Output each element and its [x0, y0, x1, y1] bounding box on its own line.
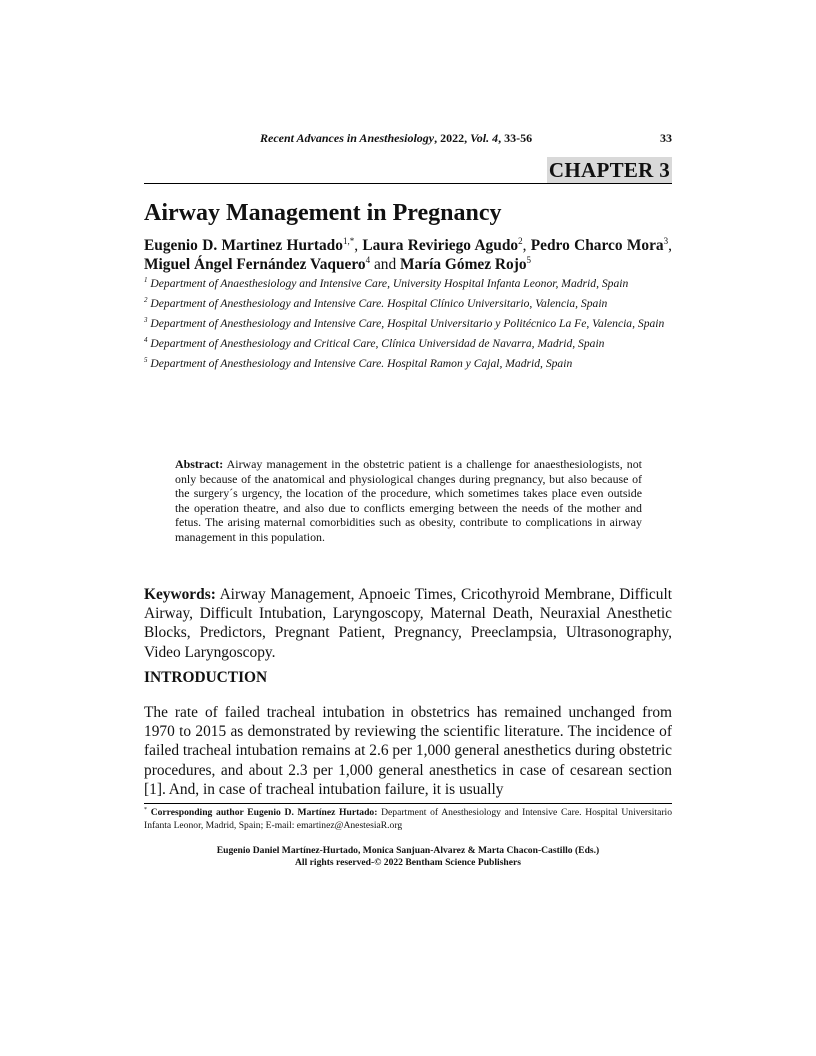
- keywords: [144, 585, 672, 662]
- introduction-paragraph: The rate of failed tracheal intubation in obstetrics has remained unchanged from 1970 to 2015 as demonstrated by reviewing the scientific literature. The incidence of failed tracheal intubation remains at 2.6 per 1,000 general anesthetics during obstetric procedures, and about 2.3 per 1,000 general anesthetics in case of cesarean section [1]. And, in case of tracheal intubation failure, it is usually: [144, 704, 672, 798]
- affiliation-text: Department of Anaesthesiology and Intensive Care, University Hospital Infanta Leonor, Madrid, Spain: [150, 277, 629, 290]
- rights-line: All rights reserved-© 2022 Bentham Science Publishers: [294, 857, 522, 869]
- footnote-text: Department of Anesthesiology and Intensive Care. Hospital Universitario Infanta Leonor, Madrid, Spain; E-mail: emartinez@AnestesiaR.org: [144, 807, 673, 831]
- author-list: [144, 236, 672, 274]
- affiliation-text: Department of Anesthesiology and Intensive Care, Hospital Universitario y Politécnico La Fe, Valencia, Spain: [150, 316, 665, 330]
- affiliation: [144, 317, 672, 332]
- footnote-rule: [144, 803, 672, 804]
- affiliation: [144, 357, 672, 372]
- affiliation-number: 4: [144, 335, 148, 344]
- author-sup: 2: [518, 235, 523, 246]
- abstract-text: Airway management in the obstetric patient is a challenge for anaesthesiologists, not only because of the anatomical and physiological changes during pregnancy, but also because of the surgery´s urgency, the location of the procedure, which sometimes takes place even outside the operation theatre, and also due to conflicts emerging between the needs of the mother and fetus. The arising maternal comorbidities such as obesity, contribute to complications in airway management in this population.: [175, 457, 642, 544]
- journal-pages: , 33-56: [498, 131, 533, 145]
- header-rule: [144, 183, 672, 184]
- journal-citation: [260, 131, 532, 146]
- keywords-label: Keywords:: [144, 586, 216, 603]
- keywords-text: Airway Management, Apnoeic Times, Cricothyroid Membrane, Difficult Airway, Difficult Intubation, Laryngoscopy, Maternal Death, Neuraxial Anesthetic Blocks, Predictors, Pregnant Patient, Pregnancy, Preeclampsia, Ultrasonography, Video Laryngoscopy.: [144, 586, 673, 661]
- author-name: Pedro Charco Mora: [530, 237, 664, 254]
- page-number: 33: [660, 131, 672, 145]
- running-head: [144, 131, 672, 149]
- affiliation: [144, 297, 672, 312]
- footnote-corresponding-author: [144, 807, 672, 832]
- abstract: [175, 457, 642, 545]
- page-title: Airway Management in Pregnancy: [144, 200, 502, 226]
- journal-volume: Vol. 4: [470, 131, 499, 145]
- journal-name: Recent Advances in Anesthesiology: [260, 131, 435, 145]
- author-separator: and: [370, 256, 401, 273]
- chapter-label: CHAPTER 3: [548, 158, 670, 182]
- affiliation-number: 1: [144, 276, 148, 285]
- section-heading-introduction: INTRODUCTION: [144, 669, 268, 686]
- affiliation-text: Department of Anesthesiology and Intensive Care. Hospital Clínico Universitario, Valencia, Spain: [150, 296, 608, 310]
- footnote-marker: *: [144, 806, 147, 813]
- author-name: Laura Reviriego Agudo: [362, 237, 519, 254]
- affiliation-number: 2: [144, 296, 148, 305]
- affiliation-number: 5: [144, 355, 148, 364]
- author-sup: 1,*: [342, 235, 355, 246]
- author-name: Eugenio D. Martinez Hurtado: [144, 237, 343, 254]
- abstract-label: Abstract:: [175, 457, 224, 471]
- affiliation-text: Department of Anesthesiology and Critical Care, Clínica Universidad de Navarra, Madrid, Spain: [150, 336, 605, 350]
- author-separator: ,: [522, 237, 531, 254]
- author-sup: 4: [365, 254, 371, 265]
- affiliation: [144, 337, 672, 352]
- affiliation-number: 3: [144, 315, 148, 324]
- author-sup: 5: [526, 254, 532, 265]
- footnote-label: Corresponding author Eugenio D. Martínez Hurtado:: [150, 807, 378, 818]
- author-name: Miguel Ángel Fernández Vaquero: [144, 256, 366, 273]
- journal-year: , 2022,: [434, 131, 471, 145]
- editors-line: Eugenio Daniel Martínez-Hurtado, Monica Sanjuan-Alvarez & Marta Chacon-Castillo (Eds.): [216, 845, 600, 856]
- author-separator: ,: [354, 237, 363, 254]
- publisher-credit: [144, 845, 672, 870]
- affiliation-text: Department of Anesthesiology and Intensive Care. Hospital Ramon y Cajal, Madrid, Spain: [150, 356, 573, 370]
- affiliation-list: [144, 277, 672, 376]
- author-sup: 3: [663, 235, 669, 246]
- author-name: María Gómez Rojo: [400, 256, 527, 273]
- author-separator: ,: [668, 237, 672, 254]
- affiliation: [144, 277, 672, 292]
